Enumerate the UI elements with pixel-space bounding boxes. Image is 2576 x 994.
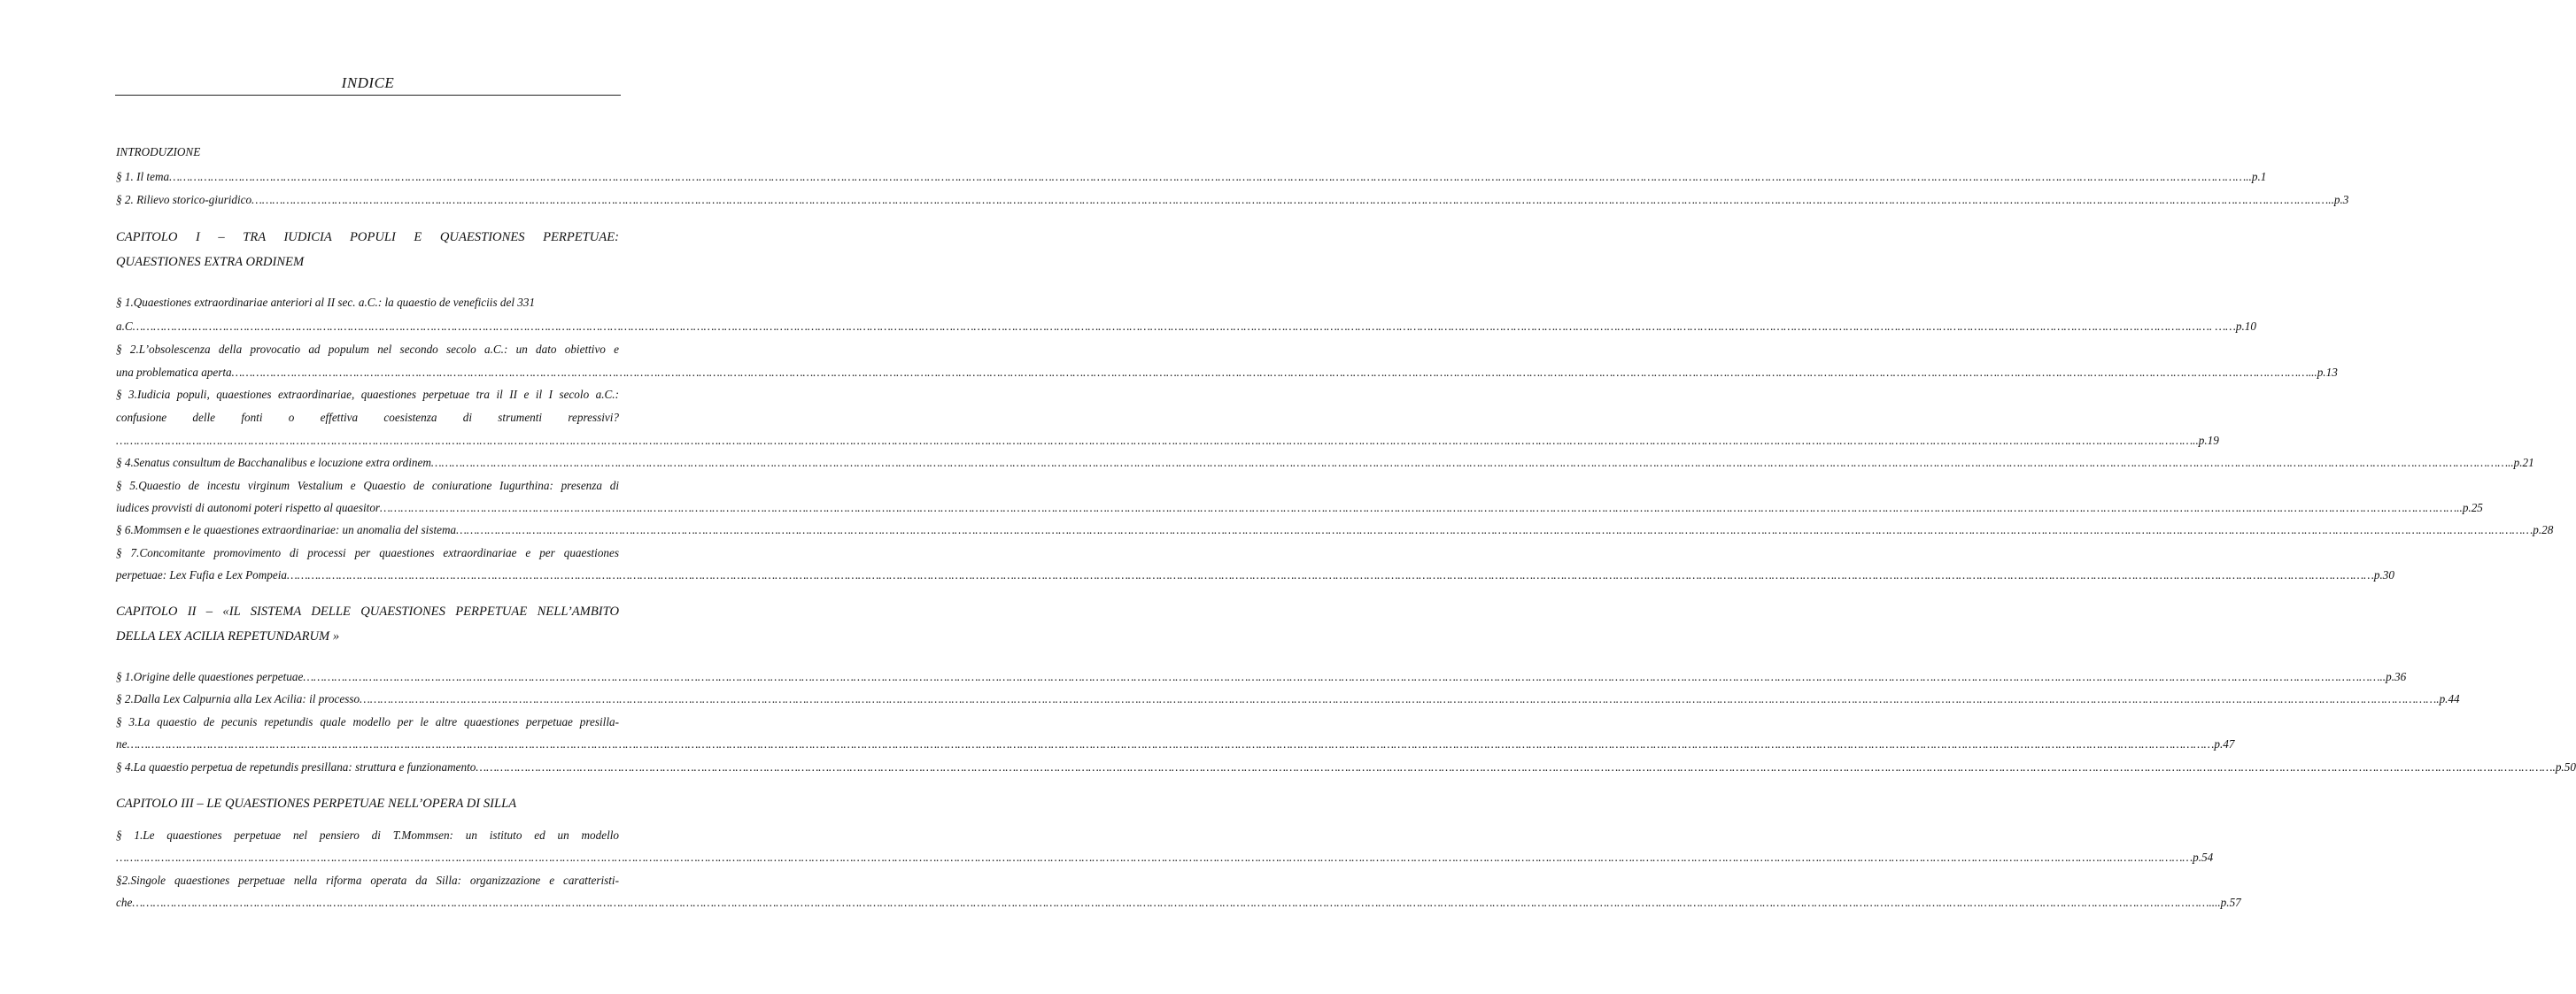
title-rule — [115, 95, 621, 96]
toc-entry: perpetuae: Lex Fufia e Lex Pompeia …………………………………………………………………………………………………………………………………………………………………………………………………………………………………………………………………………………………………………………………………………………………………………………………………………………………………………………………………………………………………………………………………………………… …p.30 — [116, 568, 2394, 582]
toc-entry: § 4.La quaestio perpetua de repetundis presillana: struttura e funzionamento …………………………………………………………………………………………………………………………………………………………………………………………………………………………………………………………………………………………………………………………………………………………………………………………………………………………………………………………………………………………………………………………………………………… .p.50 — [116, 760, 2576, 774]
toc-entry: ne …………………………………………………………………………………………………………………………………………………………………………………………………………………………………………………………………………………………………………………………………………………………………………………………………………………………………………………………………………………………………………………………………………………… …p.47 — [116, 737, 2235, 751]
introduction-heading: INTRODUZIONE — [116, 145, 201, 158]
page-title: INDICE — [341, 74, 395, 91]
leader-dots: …………………………………………………………………………………………………………………………………………………………………………………………………………………………………………………………………………………………………………………………………………………………………………………………………………………………………………………………………………………………………………………………………………………… — [132, 320, 2209, 333]
toc-entry: a.C …………………………………………………………………………………………………………………………………………………………………………………………………………………………………………………………………………………………………………………………………………………………………………………………………………………………………………………………………………………………………………………………………………………… . ……p.10 — [116, 320, 2256, 333]
chapter-heading: CAPITOLO I – TRA IUDICIA POPULI E QUAESTIONES PERPETUAE: — [116, 230, 619, 244]
leader-dots: …………………………………………………………………………………………………………………………………………………………………………………………………………………………………………………………………………………………………………………………………………………………………………………………………………………………………………………………………………………………………………………………………………………… — [287, 568, 2364, 582]
toc-entry: che …………………………………………………………………………………………………………………………………………………………………………………………………………………………………………………………………………………………………………………………………………………………………………………………………………………………………………………………………………………………………………………………………………………… ....p.57 — [116, 896, 2241, 909]
toc-entry: § 2. Rilievo storico-giuridico …………………………………………………………………………………………………………………………………………………………………………………………………………………………………………………………………………………………………………………………………………………………………………………………………………………………………………………………………………………………………………………………………………………… ..p.3 — [116, 193, 2349, 206]
leader-dots: …………………………………………………………………………………………………………………………………………………………………………………………………………………………………………………………………………………………………………………………………………………………………………………………………………………………………………………………………………………………………………………………………………………… — [430, 456, 2509, 469]
leader-dots: …………………………………………………………………………………………………………………………………………………………………………………………………………………………………………………………………………………………………………………………………………………………………………………………………………………………………………………………………………………………………………………………………………………… — [116, 851, 2193, 864]
toc-entry: § 6.Mommsen e le quaestiones extraordinariae: un anomalia del sistema …………………………………………………………………………………………………………………………………………………………………………………………………………………………………………………………………………………………………………………………………………………………………………………………………………………………………………………………………………………………………………………………………………………… p.28 — [116, 523, 2554, 536]
toc-entry-line: § 3.La quaestio de pecunis repetundis quale modello per le altre quaestiones perpetuae presilla- — [116, 715, 619, 728]
toc-entry-line: § 2.L’obsolescenza della provocatio ad populum nel secondo secolo a.C.: un dato obiettivo e — [116, 343, 619, 356]
toc-entry-line: § 1.Le quaestiones perpetuae nel pensiero di T.Mommsen: un istituto ed un modello — [116, 828, 619, 842]
leader-dots: …………………………………………………………………………………………………………………………………………………………………………………………………………………………………………………………………………………………………………………………………………………………………………………………………………………………………………………………………………………………………………………………………………………… — [360, 692, 2437, 705]
chapter-heading: QUAESTIONES EXTRA ORDINEM — [116, 255, 305, 269]
leader-dots: …………………………………………………………………………………………………………………………………………………………………………………………………………………………………………………………………………………………………………………………………………………………………………………………………………………………………………………………………………………………………………………………………………………… — [476, 760, 2553, 774]
leader-dots: …………………………………………………………………………………………………………………………………………………………………………………………………………………………………………………………………………………………………………………………………………………………………………………………………………………………………………………………………………………………………………………………………………………… — [169, 170, 2247, 183]
toc-entry: …………………………………………………………………………………………………………………………………………………………………………………………………………………………………………………………………………………………………………………………………………………………………………………………………………………………………………………………………………………………………………………………………………………… p.54 — [116, 851, 2214, 864]
leader-dots: …………………………………………………………………………………………………………………………………………………………………………………………………………………………………………………………………………………………………………………………………………………………………………………………………………………………………………………………………………………………………………………………………………………… — [456, 523, 2533, 536]
toc-entry-line: § 3.Iudicia populi, quaestiones extraordinariae, quaestiones perpetuae tra il II e il I secolo a.C.: — [116, 388, 619, 401]
toc-entry: § 2.Dalla Lex Calpurnia alla Lex Acilia: il processo …………………………………………………………………………………………………………………………………………………………………………………………………………………………………………………………………………………………………………………………………………………………………………………………………………………………………………………………………………………………………………………………………………………… .p.44 — [116, 692, 2460, 705]
leader-dots: …………………………………………………………………………………………………………………………………………………………………………………………………………………………………………………………………………………………………………………………………………………………………………………………………………………………………………………………………………………………………………………………………………………… — [303, 670, 2380, 683]
toc-entry: iudices provvisti di autonomi poteri rispetto al quaesitor …………………………………………………………………………………………………………………………………………………………………………………………………………………………………………………………………………………………………………………………………………………………………………………………………………………………………………………………………………………………………………………………………………………… ..p.25 — [116, 501, 2483, 514]
toc-entry: § 1. Il tema …………………………………………………………………………………………………………………………………………………………………………………………………………………………………………………………………………………………………………………………………………………………………………………………………………………………………………………………………………………………………………………………………………………… ..p.1 — [116, 170, 2267, 183]
toc-entry-line: § 1.Quaestiones extraordinariae anteriori al II sec. a.C.: la quaestio de veneficiis del 331 — [116, 296, 536, 309]
toc-entry-line: § 7.Concomitante promovimento di processi per quaestiones extraordinariae e per quaestiones — [116, 546, 619, 559]
toc-entry: § 4.Senatus consultum de Bacchanalibus e locuzione extra ordinem …………………………………………………………………………………………………………………………………………………………………………………………………………………………………………………………………………………………………………………………………………………………………………………………………………………………………………………………………………………………………………………………………………………… ..p.21 — [116, 456, 2534, 469]
leader-dots: …………………………………………………………………………………………………………………………………………………………………………………………………………………………………………………………………………………………………………………………………………………………………………………………………………………………………………………………………………………………………………………………………………………… — [251, 193, 2329, 206]
chapter-heading: CAPITOLO II – «IL SISTEMA DELLE QUAESTIONES PERPETUAE NELL’AMBITO — [116, 605, 619, 619]
toc-entry-line: §2.Singole quaestiones perpetuae nella riforma operata da Silla: organizzazione e caratteristi- — [116, 874, 619, 887]
leader-dots: …………………………………………………………………………………………………………………………………………………………………………………………………………………………………………………………………………………………………………………………………………………………………………………………………………………………………………………………………………………………………………………………………………………… — [231, 366, 2309, 379]
toc-entry-line: confusione delle fonti o effettiva coesistenza di strumenti repressivi? — [116, 411, 619, 424]
toc-entry-line: § 5.Quaestio de incestu virginum Vestalium e Quaestio de coniuratione Iugurthina: presenza di — [116, 479, 619, 492]
leader-dots: …………………………………………………………………………………………………………………………………………………………………………………………………………………………………………………………………………………………………………………………………………………………………………………………………………………………………………………………………………………………………………………………………………………… — [132, 896, 2209, 909]
toc-entry: una problematica aperta …………………………………………………………………………………………………………………………………………………………………………………………………………………………………………………………………………………………………………………………………………………………………………………………………………………………………………………………………………………………………………………………………………………… ...p.13 — [116, 366, 2338, 379]
leader-dots: …………………………………………………………………………………………………………………………………………………………………………………………………………………………………………………………………………………………………………………………………………………………………………………………………………………………………………………………………………………………………………………………………………………… — [116, 434, 2193, 447]
toc-entry: § 1.Origine delle quaestiones perpetuae …………………………………………………………………………………………………………………………………………………………………………………………………………………………………………………………………………………………………………………………………………………………………………………………………………………………………………………………………………………………………………………………………………………… ..p.36 — [116, 670, 2407, 683]
chapter-heading: DELLA LEX ACILIA REPETUNDARUM » — [116, 629, 340, 643]
toc-entry: …………………………………………………………………………………………………………………………………………………………………………………………………………………………………………………………………………………………………………………………………………………………………………………………………………………………………………………………………………………………………………………………………………………… ..p.19 — [116, 434, 2219, 447]
leader-dots: …………………………………………………………………………………………………………………………………………………………………………………………………………………………………………………………………………………………………………………………………………………………………………………………………………………………………………………………………………………………………………………………………………………… — [380, 501, 2457, 514]
chapter-heading: CAPITOLO III – LE QUAESTIONES PERPETUAE NELL’OPERA DI SILLA — [116, 797, 517, 811]
leader-dots: …………………………………………………………………………………………………………………………………………………………………………………………………………………………………………………………………………………………………………………………………………………………………………………………………………………………………………………………………………………………………………………………………………………… — [127, 737, 2204, 751]
